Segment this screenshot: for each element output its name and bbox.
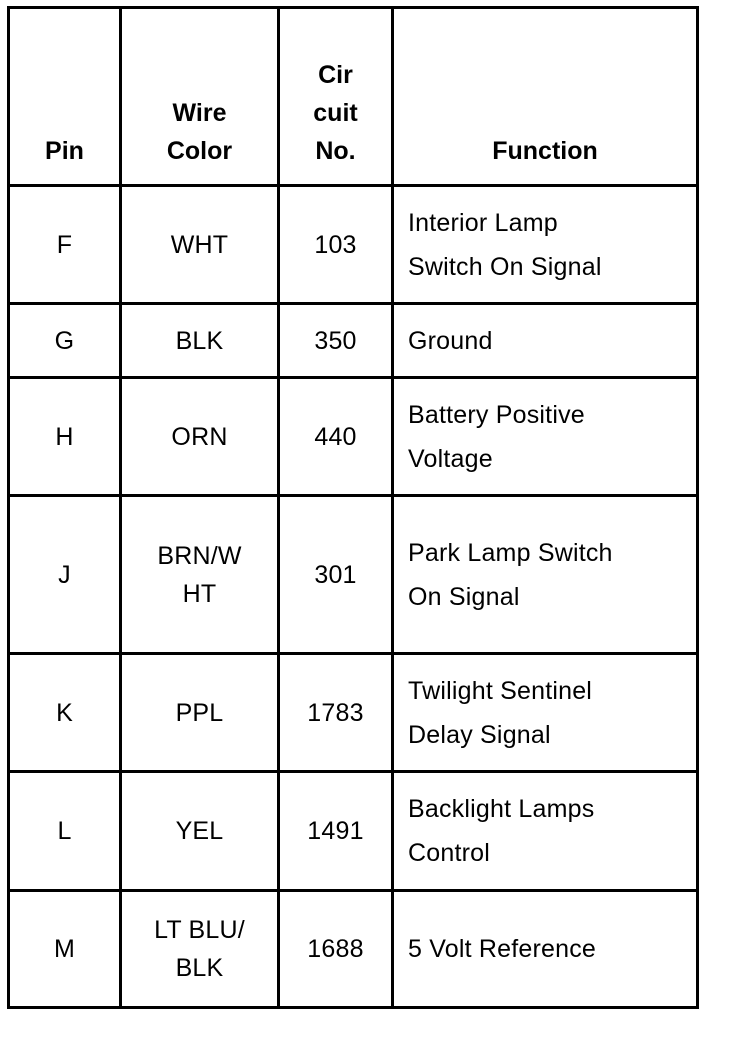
circuit-cell: 1783 xyxy=(279,654,393,772)
wire-color-cell: BLK xyxy=(121,304,279,378)
pin-table xyxy=(7,6,699,1009)
wire-color-cell: WHT xyxy=(121,186,279,304)
wire-color-cell: ORN xyxy=(121,378,279,496)
circuit-cell: 301 xyxy=(279,496,393,654)
wire-color-cell: BRN/W HT xyxy=(121,496,279,654)
table-row xyxy=(9,772,698,891)
circuit-cell: 103 xyxy=(279,186,393,304)
pin-cell: J xyxy=(9,496,121,654)
pin-cell: F xyxy=(9,186,121,304)
pin-cell: K xyxy=(9,654,121,772)
pin-cell: G xyxy=(9,304,121,378)
header-circuit-no: Cir cuit No. xyxy=(279,8,393,186)
table-row xyxy=(9,891,698,1008)
pin-cell: H xyxy=(9,378,121,496)
pin-cell: M xyxy=(9,891,121,1008)
function-cell: 5 Volt Reference xyxy=(393,891,698,1008)
table-row xyxy=(9,304,698,378)
circuit-cell: 350 xyxy=(279,304,393,378)
function-cell: Battery Positive Voltage xyxy=(393,378,698,496)
header-row xyxy=(9,8,698,186)
header-function: Function xyxy=(393,8,698,186)
function-cell: Park Lamp Switch On Signal xyxy=(393,496,698,654)
table-row xyxy=(9,378,698,496)
wire-color-cell: LT BLU/ BLK xyxy=(121,891,279,1008)
wire-color-cell: PPL xyxy=(121,654,279,772)
table-row xyxy=(9,654,698,772)
table-row xyxy=(9,186,698,304)
circuit-cell: 1491 xyxy=(279,772,393,891)
header-wire-color: Wire Color xyxy=(121,8,279,186)
circuit-cell: 1688 xyxy=(279,891,393,1008)
function-cell: Interior Lamp Switch On Signal xyxy=(393,186,698,304)
function-cell: Backlight Lamps Control xyxy=(393,772,698,891)
circuit-cell: 440 xyxy=(279,378,393,496)
header-pin: Pin xyxy=(9,8,121,186)
pin-cell: L xyxy=(9,772,121,891)
wire-color-cell: YEL xyxy=(121,772,279,891)
table-row xyxy=(9,496,698,654)
function-cell: Twilight Sentinel Delay Signal xyxy=(393,654,698,772)
function-cell: Ground xyxy=(393,304,698,378)
